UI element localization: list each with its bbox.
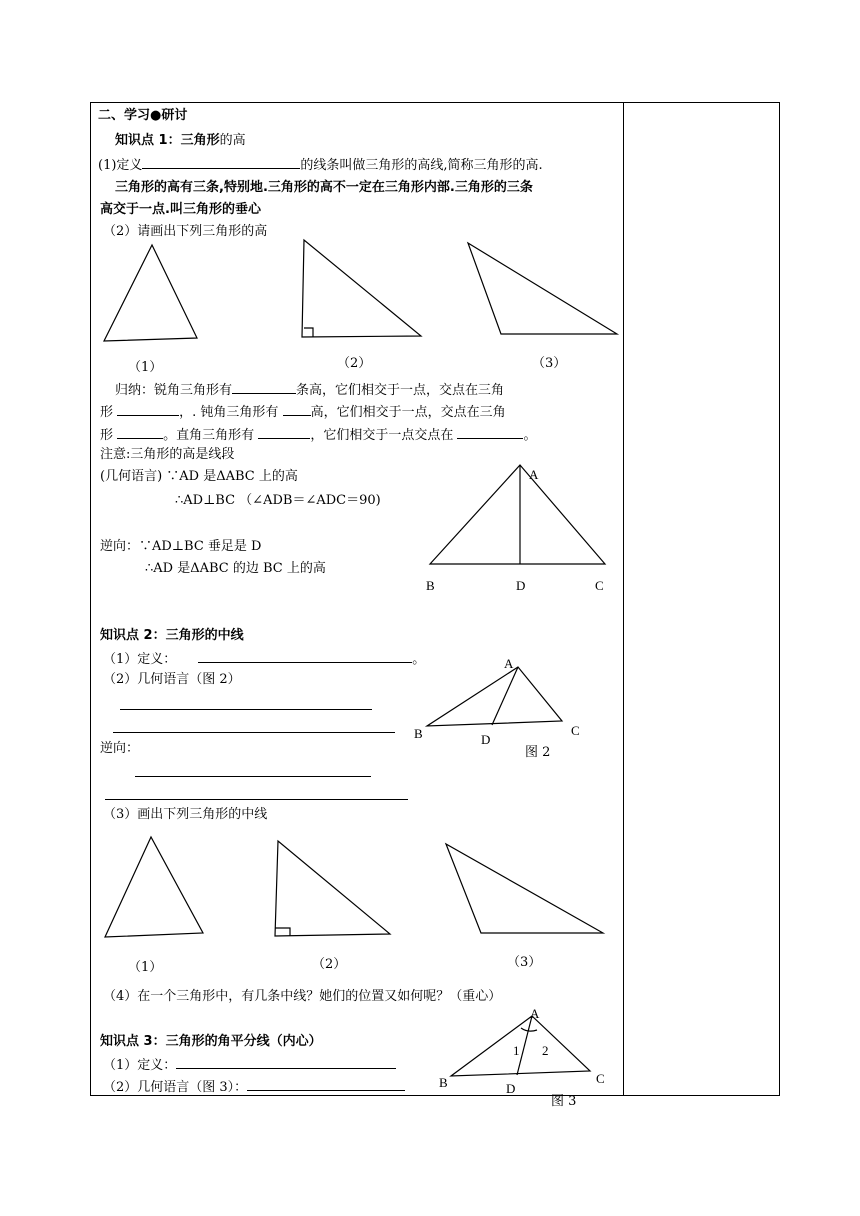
label-d-fig2: D <box>481 732 491 747</box>
kp1-bold-line2: 高交于一点.叫三角形的垂心 <box>100 202 261 217</box>
kp1-fig-label-2: （2） <box>337 356 372 371</box>
kp2-right-triangle <box>275 841 390 936</box>
label-c-fig2: C <box>571 723 580 738</box>
bisector-figure-triangle <box>451 1016 590 1076</box>
kp2-draw-prompt: （3）画出下列三角形的中线 <box>103 807 268 822</box>
kp2-fig-label-1: （1） <box>128 960 163 975</box>
kp2-heading: 知识点 2：三角形的中线 <box>100 628 244 643</box>
kp3-fig-caption: 图 3 <box>551 1094 577 1109</box>
kp1-right-triangle <box>302 240 421 337</box>
label-c-fig1: C <box>595 578 604 593</box>
kp1-acute-triangle <box>104 245 197 341</box>
kp1-summary-line1: 归纳：锐角三角形有 条高，它们相交于一点，交点在三角 <box>115 383 505 398</box>
angle-label-2: 2 <box>542 1043 549 1058</box>
kp1-draw-prompt: （2）请画出下列三角形的高 <box>103 224 268 239</box>
label-b-fig1: B <box>426 578 435 593</box>
kp1-right-angle-mark <box>304 328 313 337</box>
kp1-converse-2: ∴AD 是ΔABC 的边 BC 上的高 <box>145 561 326 576</box>
label-a-fig3: A <box>530 1006 540 1021</box>
kp1-definition: (1)定义 的线条叫做三角形的高线,简称三角形的高. <box>98 158 543 173</box>
kp1-converse-1: 逆向：∵AD⊥BC 垂足是 D <box>100 539 262 554</box>
kp3-heading: 知识点 3：三角形的角平分线（内心） <box>100 1034 322 1049</box>
median-figure-triangle <box>427 667 562 726</box>
kp2-fig-label-3: （3） <box>507 955 542 970</box>
kp2-definition: （1）定义： 。 <box>103 652 426 667</box>
kp1-geo-1: (几何语言) ∵AD 是ΔABC 上的高 <box>100 469 298 484</box>
label-b-fig2: B <box>414 726 423 741</box>
kp1-summary-line3: 形 。直角三角形有 ，它们相交于一点交点在 。 <box>100 428 537 443</box>
kp1-heading: 知识点 1：三角形的高 <box>115 133 246 148</box>
kp1-fig-label-3: （3） <box>532 356 567 371</box>
kp2-obtuse-triangle <box>446 844 603 933</box>
altitude-figure-triangle <box>430 465 605 564</box>
label-c-fig3: C <box>596 1071 605 1086</box>
kp2-fig-label-2: （2） <box>312 957 347 972</box>
kp1-obtuse-triangle <box>468 243 617 334</box>
angle-label-1: 1 <box>513 1043 520 1058</box>
kp2-question: （4）在一个三角形中，有几条中线？她们的位置又如何呢？（重心） <box>103 989 502 1004</box>
kp1-geo-2: ∴AD⊥BC （∠ADB＝∠ADC＝90) <box>175 493 381 508</box>
kp1-summary-line2: 形 ，. 钝角三角形有 高，它们相交于一点，交点在三角 <box>100 405 506 420</box>
label-b-fig3: B <box>439 1075 448 1090</box>
kp2-converse: 逆向： <box>100 741 140 756</box>
kp2-acute-triangle <box>105 837 203 937</box>
kp1-fig-label-1: （1） <box>128 360 163 375</box>
label-d-fig1: D <box>516 578 526 593</box>
kp1-note: 注意:三角形的高是线段 <box>100 447 235 462</box>
label-a-fig1: A <box>529 467 539 482</box>
kp2-right-angle-mark <box>275 928 290 936</box>
label-d-fig3: D <box>506 1081 516 1096</box>
kp3-geo: （2）几何语言（图 3）： <box>103 1078 405 1096</box>
section-title: 二、学习●研讨 <box>98 108 188 123</box>
kp3-definition: （1）定义： <box>103 1056 396 1074</box>
kp2-fig-caption: 图 2 <box>525 745 551 760</box>
kp2-geo: （2）几何语言（图 2） <box>103 672 241 687</box>
kp1-bold-line1: 三角形的高有三条,特别地.三角形的高不一定在三角形内部.三角形的三条 <box>115 180 533 195</box>
label-a-fig2: A <box>504 656 514 671</box>
